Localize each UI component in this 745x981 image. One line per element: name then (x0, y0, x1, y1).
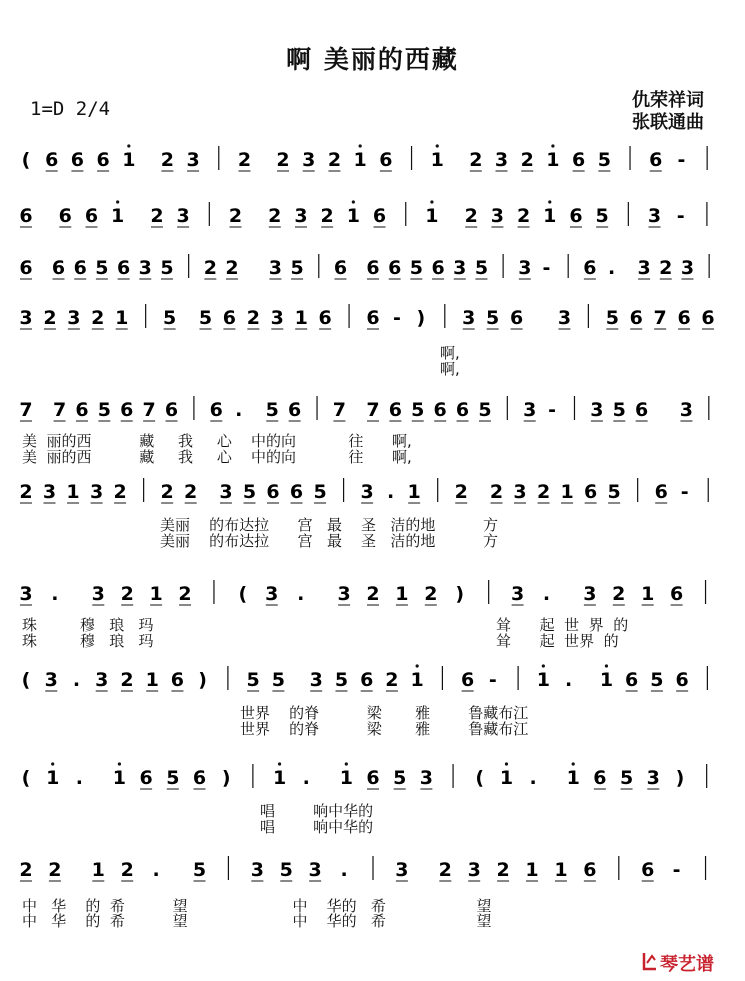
note-glyph: 7 (142, 399, 156, 421)
note-glyph: 6 (388, 399, 403, 421)
note-glyph: 6 (372, 205, 387, 227)
note-glyph: 1 (430, 149, 444, 171)
note-glyph: 6 (170, 669, 185, 691)
note-glyph: 3 (557, 307, 572, 329)
score-row-6 (0, 472, 745, 516)
note-glyph: 1 (339, 767, 353, 789)
note-glyph: 3 (67, 307, 81, 329)
note-glyph: 2 (520, 149, 534, 171)
high-octave-dot (127, 144, 130, 147)
note-glyph: 2 (516, 205, 531, 227)
note-glyph: 2 (469, 149, 483, 171)
note-glyph: 6 (366, 307, 380, 329)
note-glyph: 3 (219, 481, 233, 503)
note-glyph: 6 (289, 481, 304, 503)
note-glyph: ) (221, 767, 231, 789)
lyric-line: 耸 起 世界 的 (496, 632, 619, 650)
score-row-5 (0, 390, 745, 430)
note-glyph: 3 (419, 767, 434, 789)
lyric-line: 美丽 的布达拉 宫 最 圣 洁的地 方 (160, 532, 499, 550)
note-glyph: 1 (272, 767, 287, 789)
note-glyph: 3 (646, 767, 660, 789)
note-glyph: ( (475, 767, 485, 789)
note-glyph: 5 (166, 767, 180, 789)
note-glyph: . (542, 583, 551, 605)
note-glyph: . (607, 257, 616, 279)
note-glyph: 5 (411, 399, 425, 421)
note-glyph: 6 (388, 257, 402, 279)
note-glyph: 5 (597, 149, 611, 171)
note-glyph: 2 (320, 205, 334, 227)
score-row-3 (0, 248, 745, 288)
note-glyph: - (676, 205, 685, 227)
note-glyph: 3 (89, 481, 104, 503)
score-row-7 (0, 574, 745, 618)
note-glyph: 1 (46, 767, 60, 789)
note-glyph: 6 (572, 149, 586, 171)
note-glyph: 2 (536, 481, 551, 503)
lyric-line: 美 丽的西 藏 我 心 中的向 往 啊, (22, 448, 412, 466)
lyric-line: 美 丽的西 藏 我 心 中的向 往 啊, (22, 432, 412, 450)
lyric-line: 珠 穆 琅 玛 (22, 616, 154, 634)
note-glyph: 7 (653, 307, 667, 329)
note-glyph: 2 (438, 859, 452, 881)
lyricist-credit: 仇荣祥词 (632, 90, 704, 111)
note-glyph: 2 (120, 669, 134, 691)
note-glyph: 6 (84, 205, 99, 227)
score-row-9 (0, 758, 745, 798)
watermark-logo: 琴艺谱 (660, 954, 714, 975)
note-glyph: 3 (490, 205, 505, 227)
note-glyph: 3 (19, 307, 33, 329)
high-octave-dot (605, 664, 608, 667)
note-glyph: 3 (510, 583, 525, 605)
note-glyph: 5 (595, 205, 609, 227)
note-glyph: 5 (474, 257, 489, 279)
note-glyph: - (542, 257, 551, 279)
note-glyph: 6 (455, 399, 470, 421)
note-glyph: 2 (659, 257, 673, 279)
lyric-line: 中 华 的 希 望 中 华的 希 望 (22, 897, 492, 915)
note-glyph: 1 (499, 767, 514, 789)
note-glyph: 5 (290, 257, 304, 279)
note-glyph: 3 (647, 205, 662, 227)
key-signature: 1=D 2/4 (30, 98, 111, 120)
score-row-1 (0, 140, 745, 180)
high-octave-dot (572, 762, 575, 765)
high-octave-dot (416, 664, 419, 667)
note-glyph: 1 (112, 767, 127, 789)
note-glyph: 6 (583, 257, 597, 279)
note-glyph: 3 (360, 481, 374, 503)
note-glyph: ) (675, 767, 685, 789)
note-glyph: 1 (525, 859, 539, 881)
note-glyph: 6 (569, 205, 583, 227)
note-glyph: ) (455, 583, 465, 605)
lyric-line: 啊, (440, 344, 460, 362)
lyric-line: 珠 穆 琅 玛 (22, 632, 154, 650)
note-glyph: . (340, 859, 348, 881)
note-glyph: 5 (279, 859, 293, 881)
note-glyph: 3 (42, 481, 57, 503)
note-glyph: 3 (186, 149, 200, 171)
note-glyph: 1 (425, 205, 439, 227)
high-octave-dot (51, 762, 54, 765)
note-glyph: 2 (228, 205, 243, 227)
note-glyph: 3 (138, 257, 152, 279)
note-glyph: 3 (679, 399, 694, 421)
note-glyph: 6 (366, 257, 380, 279)
high-octave-dot (345, 762, 348, 765)
note-glyph: 6 (192, 767, 207, 789)
note-glyph: 6 (583, 859, 597, 881)
note-glyph: 1 (346, 205, 360, 227)
note-glyph: 6 (288, 399, 302, 421)
note-glyph: 2 (19, 859, 33, 881)
note-glyph: 1 (395, 583, 409, 605)
note-glyph: 6 (70, 149, 85, 171)
note-glyph: 6 (58, 205, 72, 227)
score-row-2 (0, 196, 745, 236)
note-glyph: . (51, 583, 59, 605)
high-octave-dot (118, 762, 121, 765)
lyric-line: 耸 起 世 界 的 (496, 616, 629, 634)
note-glyph: ( (21, 669, 31, 691)
note-glyph: . (235, 399, 243, 421)
note-glyph: 3 (453, 257, 467, 279)
high-octave-dot (116, 200, 119, 203)
note-glyph: 3 (95, 669, 109, 691)
note-glyph: 1 (554, 859, 568, 881)
note-glyph: 6 (593, 767, 607, 789)
note-glyph: 6 (222, 307, 237, 329)
note-glyph: . (387, 481, 395, 503)
song-title: 啊 美丽的西藏 (286, 45, 459, 74)
note-glyph: 5 (97, 399, 111, 421)
high-octave-dot (430, 200, 433, 203)
note-glyph: 1 (353, 149, 367, 171)
score-row-8 (0, 660, 745, 700)
note-glyph: 2 (225, 257, 239, 279)
note-glyph: 2 (237, 149, 252, 171)
note-glyph: 2 (203, 257, 217, 279)
high-octave-dot (551, 144, 554, 147)
note-glyph: 1 (641, 583, 655, 605)
high-octave-dot (505, 762, 508, 765)
note-glyph: 6 (318, 307, 332, 329)
note-glyph: 5 (605, 307, 619, 329)
note-glyph: 6 (120, 399, 134, 421)
note-glyph: 2 (43, 307, 57, 329)
note-glyph: . (564, 669, 573, 691)
note-glyph: 3 (19, 583, 33, 605)
note-glyph: 5 (246, 669, 260, 691)
note-glyph: 2 (424, 583, 438, 605)
lyric-line: 世界 的脊 梁 雅 鲁藏布江 (240, 704, 529, 722)
note-glyph: 2 (184, 481, 198, 503)
note-glyph: 2 (160, 149, 174, 171)
note-glyph: 2 (268, 205, 282, 227)
note-glyph: 3 (176, 205, 190, 227)
note-glyph: 6 (116, 257, 131, 279)
note-glyph: 6 (366, 767, 380, 789)
note-glyph: 2 (48, 859, 62, 881)
note-glyph: 6 (73, 257, 87, 279)
note-glyph: ) (416, 307, 426, 329)
note-glyph: 2 (91, 307, 105, 329)
note-glyph: 2 (120, 583, 134, 605)
note-glyph: ( (21, 767, 31, 789)
note-glyph: - (672, 859, 681, 881)
note-glyph: 5 (393, 767, 407, 789)
note-glyph: 1 (407, 481, 421, 503)
high-octave-dot (352, 200, 355, 203)
note-glyph: 3 (467, 859, 481, 881)
note-glyph: 5 (271, 669, 285, 691)
note-glyph: 6 (677, 307, 691, 329)
note-glyph: 6 (266, 481, 280, 503)
note-glyph: . (72, 669, 81, 691)
composer-credit: 张联通曲 (632, 112, 704, 133)
note-glyph: 6 (139, 767, 153, 789)
note-glyph: . (297, 583, 305, 605)
note-glyph: 5 (265, 399, 279, 421)
note-glyph: 1 (560, 481, 574, 503)
note-glyph: 6 (360, 669, 374, 691)
note-glyph: 1 (546, 149, 560, 171)
note-glyph: 5 (334, 669, 349, 691)
note-glyph: 2 (160, 481, 174, 503)
note-glyph: - (677, 149, 686, 171)
note-glyph: 2 (246, 307, 260, 329)
note-glyph: 6 (649, 149, 663, 171)
note-glyph: 6 (701, 307, 715, 329)
note-glyph: 2 (612, 583, 626, 605)
score-row-10 (0, 850, 745, 894)
note-glyph: 1 (111, 205, 125, 227)
high-octave-dot (542, 664, 545, 667)
note-glyph: 7 (52, 399, 67, 421)
note-glyph: 2 (120, 859, 134, 881)
note-glyph: . (152, 859, 160, 881)
note-glyph: 6 (461, 669, 475, 691)
note-glyph: . (75, 767, 83, 789)
note-glyph: 3 (680, 257, 695, 279)
lyric-line: 世界 的脊 梁 雅 鲁藏布江 (240, 720, 529, 738)
note-glyph: 2 (489, 481, 504, 503)
note-glyph: 6 (51, 257, 66, 279)
note-glyph: 3 (513, 481, 527, 503)
lyric-line: 美丽 的布达拉 宫 最 圣 洁的地 方 (160, 516, 499, 534)
note-glyph: 6 (641, 859, 655, 881)
note-glyph: 2 (178, 583, 192, 605)
note-glyph: 2 (113, 481, 127, 503)
note-glyph: 1 (294, 307, 308, 329)
note-glyph: 6 (209, 399, 223, 421)
note-glyph: 6 (635, 399, 649, 421)
note-glyph: 5 (198, 307, 213, 329)
note-glyph: 2 (327, 149, 342, 171)
lyric-line: 中 华 的 希 望 中 华的 希 望 (22, 912, 492, 930)
note-glyph: 3 (395, 859, 409, 881)
note-glyph: 2 (19, 481, 33, 503)
note-glyph: 6 (625, 669, 639, 691)
high-octave-dot (548, 200, 551, 203)
note-glyph: 2 (454, 481, 468, 503)
note-glyph: 5 (95, 257, 109, 279)
note-glyph: 1 (410, 669, 424, 691)
note-glyph: 5 (478, 399, 492, 421)
note-glyph: 6 (45, 149, 59, 171)
note-glyph: 5 (650, 669, 664, 691)
note-glyph: 3 (91, 583, 105, 605)
lyric-line: 唱 响中华的 (260, 802, 374, 820)
note-glyph: 6 (96, 149, 110, 171)
note-glyph: 3 (302, 149, 316, 171)
note-glyph: 3 (337, 583, 351, 605)
note-glyph: 3 (294, 205, 308, 227)
note-glyph: 3 (308, 859, 322, 881)
note-glyph: 3 (265, 583, 279, 605)
note-glyph: ) (198, 669, 207, 691)
note-glyph: 3 (309, 669, 323, 691)
note-glyph: - (548, 399, 557, 421)
note-glyph: 5 (486, 307, 500, 329)
note-glyph: 2 (276, 149, 290, 171)
note-glyph: 1 (91, 859, 105, 881)
note-glyph: 5 (607, 481, 621, 503)
note-glyph: 5 (160, 257, 174, 279)
note-glyph: 7 (366, 399, 380, 421)
note-glyph: ( (238, 583, 248, 605)
note-glyph: 2 (464, 205, 478, 227)
note-glyph: 6 (19, 257, 33, 279)
note-glyph: 5 (313, 481, 327, 503)
note-glyph: 2 (366, 583, 380, 605)
note-glyph: 5 (242, 481, 257, 503)
score-row-4 (0, 298, 745, 342)
note-glyph: - (488, 669, 497, 691)
lyric-line: 啊, (440, 360, 460, 378)
note-glyph: 3 (637, 257, 651, 279)
note-glyph: 6 (670, 583, 684, 605)
note-glyph: 6 (629, 307, 643, 329)
high-octave-dot (278, 762, 281, 765)
note-glyph: 7 (332, 399, 347, 421)
note-glyph: . (302, 767, 310, 789)
note-glyph: 6 (675, 669, 689, 691)
note-glyph: 2 (150, 205, 164, 227)
note-glyph: 3 (462, 307, 476, 329)
note-glyph: - (680, 481, 689, 503)
note-glyph: - (392, 307, 401, 329)
note-glyph: 1 (66, 481, 80, 503)
note-glyph: 3 (523, 399, 537, 421)
note-glyph: 3 (270, 307, 284, 329)
note-glyph: 3 (44, 669, 58, 691)
high-octave-dot (436, 144, 439, 147)
note-glyph: 6 (19, 205, 33, 227)
note-glyph: 6 (509, 307, 524, 329)
note-glyph: 6 (379, 149, 393, 171)
note-glyph: 1 (145, 669, 159, 691)
note-glyph: 3 (518, 257, 532, 279)
note-glyph: 2 (385, 669, 399, 691)
note-glyph: 7 (19, 399, 33, 421)
high-octave-dot (359, 144, 362, 147)
note-glyph: . (529, 767, 537, 789)
note-glyph: 1 (115, 307, 129, 329)
note-glyph: 3 (494, 149, 509, 171)
note-glyph: 5 (409, 257, 423, 279)
note-glyph: 6 (431, 257, 445, 279)
note-glyph: 6 (433, 399, 447, 421)
note-glyph: 5 (612, 399, 626, 421)
note-glyph: 3 (250, 859, 264, 881)
note-glyph: 2 (496, 859, 510, 881)
note-glyph: ( (21, 149, 31, 171)
note-glyph: 1 (149, 583, 163, 605)
note-glyph: 1 (599, 669, 614, 691)
note-glyph: 1 (122, 149, 136, 171)
note-glyph: 1 (566, 767, 580, 789)
note-glyph: 1 (536, 669, 550, 691)
note-glyph: 1 (543, 205, 557, 227)
note-glyph: 6 (583, 481, 598, 503)
note-glyph: 5 (192, 859, 207, 881)
note-glyph: 3 (268, 257, 283, 279)
lyric-line: 唱 响中华的 (260, 818, 374, 836)
note-glyph: 5 (619, 767, 634, 789)
note-glyph: 3 (590, 399, 604, 421)
note-glyph: 6 (333, 257, 348, 279)
logo-icon (642, 951, 658, 971)
note-glyph: 6 (654, 481, 668, 503)
note-glyph: 6 (75, 399, 89, 421)
note-glyph: 6 (164, 399, 179, 421)
note-glyph: 3 (583, 583, 597, 605)
note-glyph: 5 (162, 307, 177, 329)
